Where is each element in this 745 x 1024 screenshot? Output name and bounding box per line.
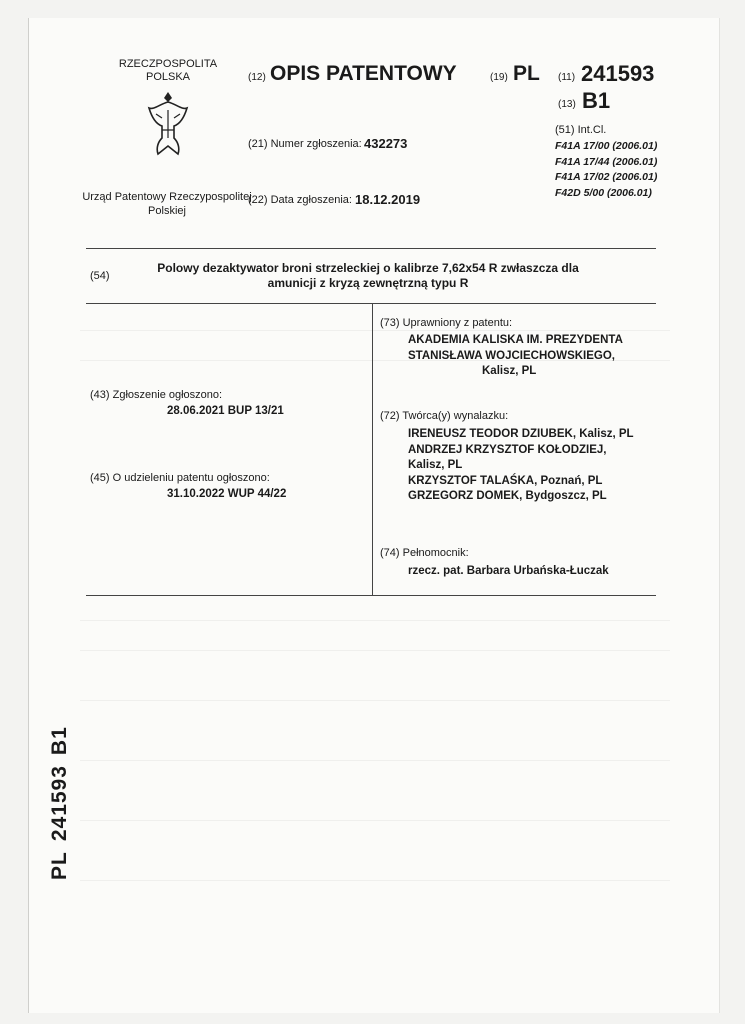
announcement-value: 28.06.2021 BUP 13/21: [167, 405, 284, 417]
inventor-line: GRZEGORZ DOMEK, Bydgoszcz, PL: [408, 490, 607, 502]
side-country-code: PL: [48, 851, 71, 880]
patent-holder: [408, 333, 623, 380]
patent-number: 241593: [581, 61, 655, 86]
eagle-emblem-icon: [146, 90, 190, 160]
column-divider: [372, 303, 373, 595]
grant-value: 31.10.2022 WUP 44/22: [167, 488, 287, 500]
patent-office-name: Urząd Patentowy Rzeczypospolitej Polskiej: [82, 191, 252, 217]
divider-top: [86, 248, 656, 249]
patent-holder-label: (73) Uprawniony z patentu:: [380, 317, 513, 329]
ipc-class: F41A 17/02 (2006.01): [555, 171, 658, 183]
inventor-line: ANDRZEJ KRZYSZTOF KOŁODZIEJ,: [408, 443, 607, 456]
inventor-line: KRZYSZTOF TALAŚKA, Poznań, PL: [408, 474, 603, 487]
application-date-label: (22) Data zgłoszenia:: [248, 194, 352, 206]
divider-title: [86, 303, 656, 304]
inventors-label: (72) Twórca(y) wynalazku:: [380, 410, 509, 422]
application-number-label: (21) Numer zgłoszenia:: [248, 138, 362, 150]
attorney-label: (74) Pełnomocnik:: [380, 547, 469, 559]
holder-line: AKADEMIA KALISKA IM. PREZYDENTA: [408, 334, 623, 346]
code-13: (13): [558, 99, 576, 110]
country-name: RZECZPOSPOLITA POLSKA: [118, 58, 218, 83]
code-19: (19): [490, 72, 508, 83]
document-type: OPIS PATENTOWY: [270, 62, 457, 85]
inventors-list: [408, 427, 634, 505]
patent-title: Polowy dezaktywator broni strzeleckiej o kalibrze 7,62x54 R zwłaszcza dla amunicji z kryzą zewnętrzną typu R: [157, 261, 579, 290]
attorney-name: rzecz. pat. Barbara Urbańska-Łuczak: [408, 565, 609, 577]
side-kind-code: B1: [48, 726, 71, 756]
side-number: 241593: [48, 765, 71, 842]
side-patent-number: [48, 716, 72, 880]
code-11: (11): [558, 72, 576, 83]
inventor-line: IRENEUSZ TEODOR DZIUBEK, Kalisz, PL: [408, 428, 634, 440]
code-12: (12): [248, 72, 266, 83]
holder-line: STANISŁAWA WOJCIECHOWSKIEGO,: [408, 349, 616, 362]
kind-code: B1: [582, 88, 611, 113]
ipc-class: F42D 5/00 (2006.01): [555, 186, 652, 199]
inventor-line: Kalisz, PL: [408, 459, 463, 471]
ipc-label: (51) Int.Cl.: [555, 124, 607, 136]
grant-label: (45) O udzieleniu patentu ogłoszono:: [90, 472, 270, 484]
ipc-class: F41A 17/44 (2006.01): [555, 155, 658, 168]
announcement-label: (43) Zgłoszenie ogłoszono:: [90, 389, 223, 401]
holder-line: Kalisz, PL: [482, 365, 537, 377]
application-number: 432273: [364, 136, 408, 151]
ipc-class: F41A 17/00 (2006.01): [555, 140, 658, 152]
country-code: PL: [513, 62, 540, 85]
application-date: 18.12.2019: [355, 192, 421, 207]
ipc-classes: [555, 139, 657, 201]
divider-bottom: [86, 595, 656, 596]
title-code: (54): [90, 270, 110, 282]
